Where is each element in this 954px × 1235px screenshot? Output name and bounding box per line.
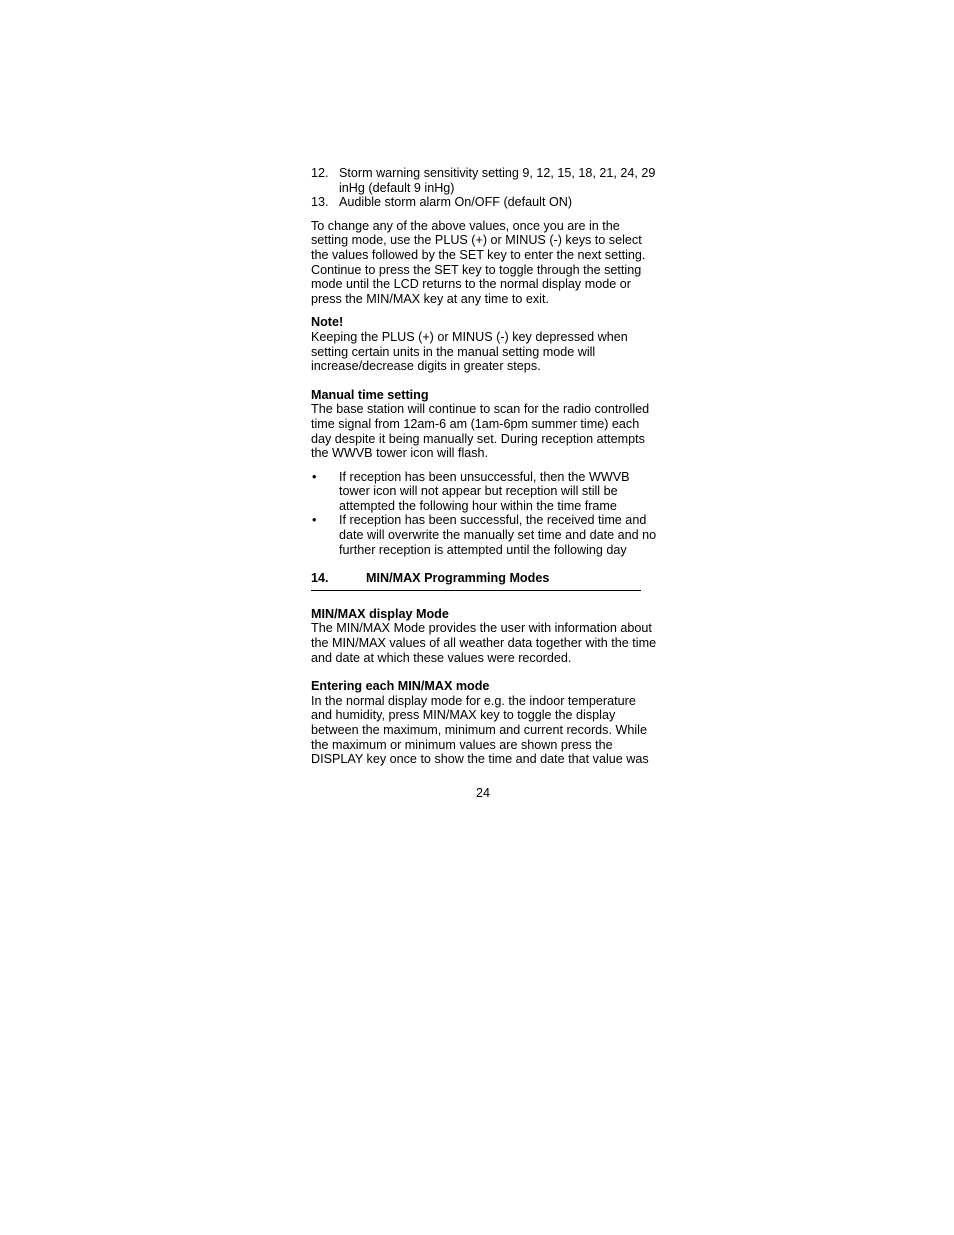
page-content <box>311 166 657 767</box>
item-number: 12. <box>311 166 329 180</box>
manual-time-text: The base station will continue to scan for the radio controlled time signal from 12am-6 am (1am-6pm summer time) each day despite it being manually set. During reception attempts the WWVB tower icon will flash. <box>311 402 650 461</box>
list-item <box>311 166 657 195</box>
bullet-list <box>311 470 657 558</box>
entering-mode-text: In the normal display mode for e.g. the indoor temperature and humidity, press MIN/MAX key to toggle the display between the maximum, minimum and current records. While the maximum or minimum values are shown press the DISPLAY key once to show the time and date that value was <box>311 693 649 767</box>
numbered-list <box>311 166 657 210</box>
section-title: MIN/MAX Programming Modes <box>366 571 550 586</box>
bullet-icon: • <box>312 469 317 484</box>
display-mode-text: The MIN/MAX Mode provides the user with information about the MIN/MAX values of all weather data together with the time and date at which these values were recorded. <box>311 621 657 665</box>
manual-time-heading: Manual time setting <box>311 387 429 402</box>
section-heading <box>311 571 641 591</box>
entering-mode-heading: Entering each MIN/MAX mode <box>311 679 490 694</box>
bullet-icon: • <box>312 513 317 528</box>
page-number: 24 <box>475 786 490 800</box>
list-item <box>311 470 657 514</box>
item-text: Audible storm alarm On/OFF (default ON) <box>339 195 573 210</box>
list-item <box>311 195 657 210</box>
display-mode-heading: MIN/MAX display Mode <box>311 606 449 621</box>
section-number: 14. <box>311 571 329 586</box>
note-text: Keeping the PLUS (+) or MINUS (-) key depressed when setting certain units in the manual setting mode will increase/decrease digits in greater steps. <box>311 329 628 374</box>
list-item <box>311 513 657 557</box>
bullet-text: If reception has been unsuccessful, then the WWVB tower icon will not appear but reception will still be attempted the following hour within the time frame <box>339 469 630 513</box>
bullet-text: If reception has been successful, the received time and date will overwrite the manually set time and date and no further reception is attempted until the following day <box>339 513 657 557</box>
change-values-paragraph: To change any of the above values, once you are in the setting mode, use the PLUS (+) or MINUS (-) keys to select the values followed by the SET key to enter the next setting. Continue to press the SET key to toggle through the setting mode until the LCD returns to the normal display mode or press the MIN/MAX key at any time to exit. <box>311 218 646 306</box>
item-number: 13. <box>311 195 329 210</box>
item-text: Storm warning sensitivity setting 9, 12, 15, 18, 21, 24, 29 inHg (default 9 inHg) <box>339 166 656 195</box>
note-heading: Note! <box>311 315 344 330</box>
